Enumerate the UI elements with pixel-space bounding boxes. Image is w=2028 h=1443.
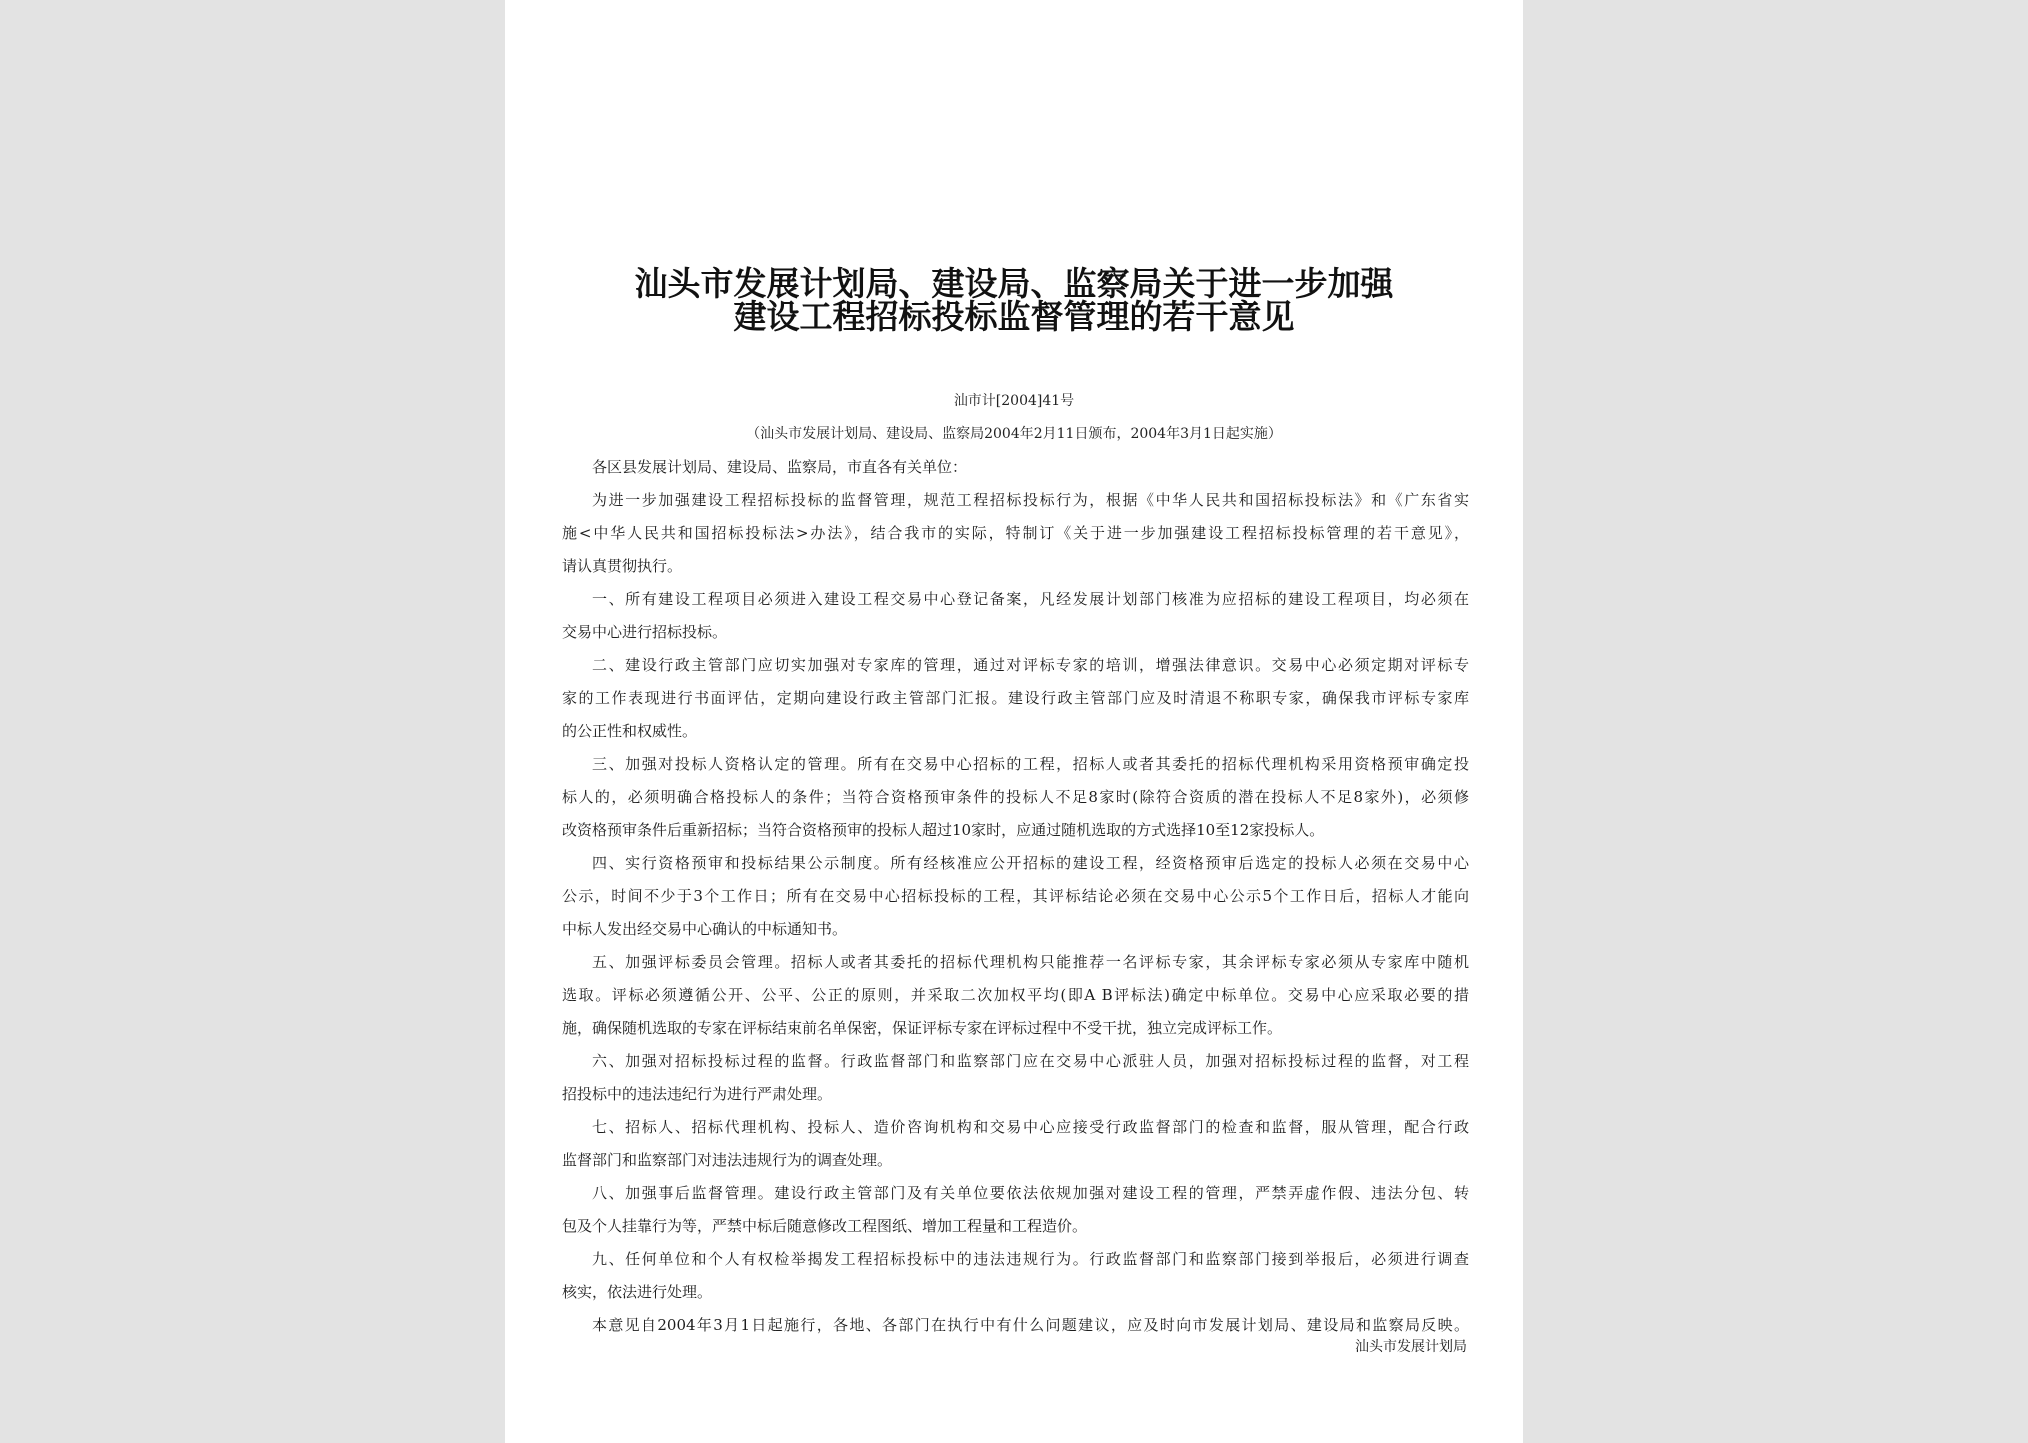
body-line: 包及个人挂靠行为等，严禁中标后随意修改工程图纸、增加工程量和工程造价。 [562, 1217, 1088, 1235]
body-line: 七、招标人、招标代理机构、投标人、造价咨询机构和交易中心应接受行政监督部门的检查和监督，服从管理，配合行政 [592, 1118, 1469, 1136]
body-line: 中标人发出经交易中心确认的中标通知书。 [562, 920, 848, 938]
document-number: 汕市计[2004]41号 [953, 393, 1075, 409]
body-line: 的公正性和权威性。 [562, 722, 698, 740]
body-line: 四、实行资格预审和投标结果公示制度。所有经核准应公开招标的建设工程，经资格预审后选定的投标人必须在交易中心 [592, 854, 1469, 872]
body-line: 八、加强事后监督管理。建设行政主管部门及有关单位要依法依规加强对建设工程的管理，严禁弄虚作假、违法分包、转 [592, 1184, 1469, 1202]
body-line: 五、加强评标委员会管理。招标人或者其委托的招标代理机构只能推荐一名评标专家，其余评标专家必须从专家库中随机 [592, 953, 1469, 971]
issuer-signature: 汕头市发展计划局 [1355, 1339, 1467, 1355]
body-line: 核实，依法进行处理。 [562, 1283, 713, 1301]
document-title-line1: 汕头市发展计划局、建设局、监察局关于进一步加强 [634, 264, 1394, 303]
document-body [562, 451, 1469, 1342]
body-line: 本意见自2004年3月1日起施行，各地、各部门在执行中有什么问题建议，应及时向市发展计划局、建设局和监察局反映。 [592, 1316, 1469, 1334]
issuance-note: （汕头市发展计划局、建设局、监察局2004年2月11日颁布，2004年3月1日起实施） [746, 426, 1282, 442]
body-line: 三、加强对投标人资格认定的管理。所有在交易中心招标的工程，招标人或者其委托的招标代理机构采用资格预审确定投 [592, 755, 1469, 773]
body-line: 公示，时间不少于3个工作日；所有在交易中心招标投标的工程，其评标结论必须在交易中心公示5个工作日后，招标人才能向 [562, 887, 1469, 905]
body-line: 各区县发展计划局、建设局、监察局，市直各有关单位： [592, 458, 968, 476]
body-line: 交易中心进行招标投标。 [562, 623, 728, 641]
body-line: 标人的，必须明确合格投标人的条件；当符合资格预审条件的投标人不足8家时(除符合资质的潜在投标人不足8家外)，必须修 [562, 788, 1469, 806]
document-page [505, 0, 1523, 1443]
body-line: 为进一步加强建设工程招标投标的监督管理，规范工程招标投标行为，根据《中华人民共和国招标投标法》和《广东省实 [592, 491, 1469, 509]
body-line: 施<中华人民共和国招标投标法>办法》，结合我市的实际，特制订《关于进一步加强建设工程招标投标管理的若干意见》， [562, 524, 1469, 542]
document-title-line2: 建设工程招标投标监督管理的若干意见 [733, 297, 1295, 336]
body-line: 请认真贯彻执行。 [562, 557, 683, 575]
body-line: 九、任何单位和个人有权检举揭发工程招标投标中的违法违规行为。行政监督部门和监察部门接到举报后，必须进行调查 [592, 1250, 1469, 1268]
body-line: 二、建设行政主管部门应切实加强对专家库的管理，通过对评标专家的培训，增强法律意识。交易中心必须定期对评标专 [592, 656, 1469, 674]
body-line: 监督部门和监察部门对违法违规行为的调查处理。 [562, 1151, 893, 1169]
body-line: 招投标中的违法违纪行为进行严肃处理。 [562, 1085, 833, 1103]
body-line: 六、加强对招标投标过程的监督。行政监督部门和监察部门应在交易中心派驻人员，加强对招标投标过程的监督，对工程 [592, 1052, 1469, 1070]
body-line: 一、所有建设工程项目必须进入建设工程交易中心登记备案，凡经发展计划部门核准为应招标的建设工程项目，均必须在 [592, 590, 1469, 608]
body-line: 施，确保随机选取的专家在评标结束前名单保密，保证评标专家在评标过程中不受干扰，独立完成评标工作。 [562, 1019, 1283, 1037]
body-line: 选取。评标必须遵循公开、公平、公正的原则，并采取二次加权平均(即A B评标法)确定中标单位。交易中心应采取必要的措 [562, 986, 1469, 1004]
body-line: 改资格预审条件后重新招标；当符合资格预审的投标人超过10家时，应通过随机选取的方式选择10至12家投标人。 [562, 821, 1325, 839]
body-line: 家的工作表现进行书面评估，定期向建设行政主管部门汇报。建设行政主管部门应及时清退不称职专家，确保我市评标专家库 [562, 689, 1469, 707]
